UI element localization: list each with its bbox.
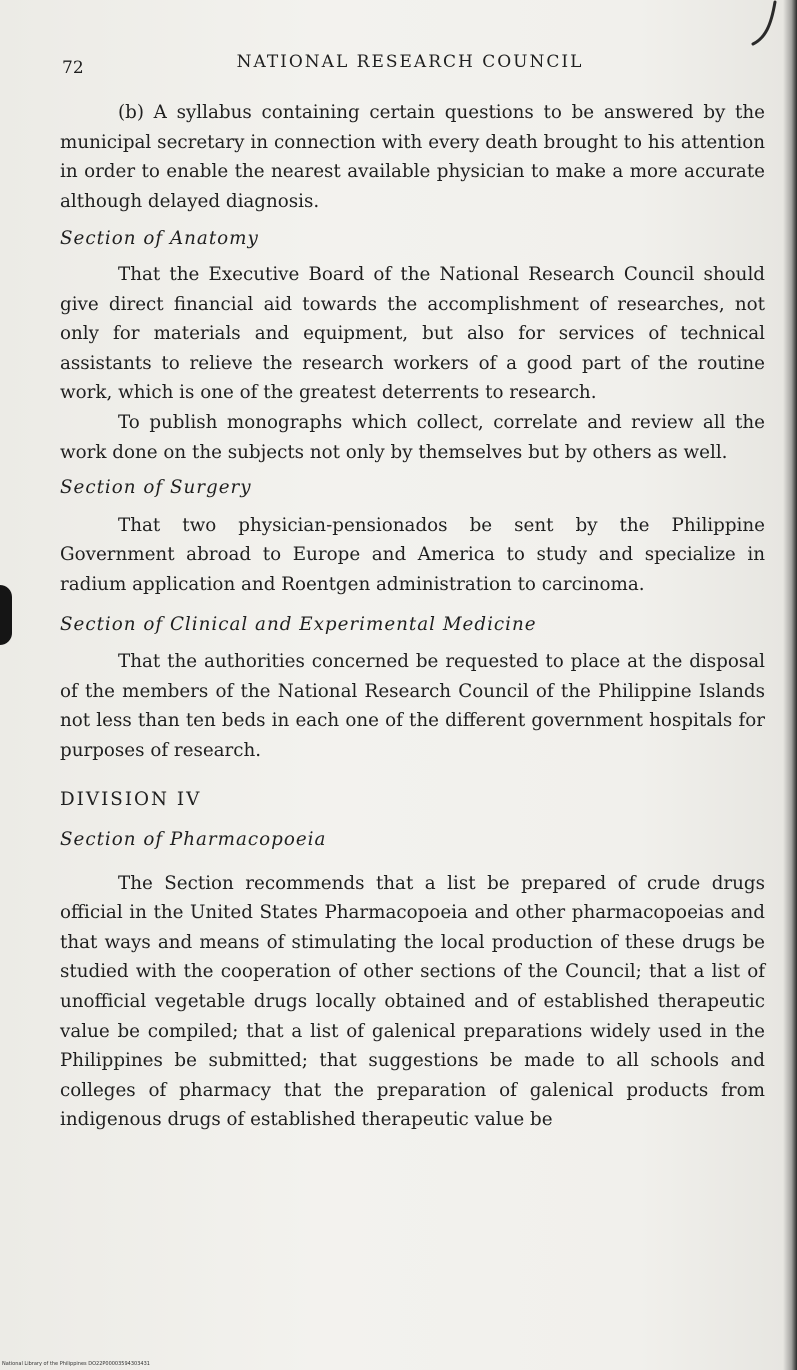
section-heading-anatomy: Section of Anatomy [60,228,259,250]
pencil-mark-icon [749,0,779,50]
division-title: DIVISION IV [60,789,202,811]
page-edge-shadow [783,0,797,1370]
page-number: 72 [62,58,84,78]
paragraph-anatomy-monographs: To publish monographs which collect, correlate and review all the work done on the subjects not only by themselves but by others as well. [60,411,765,463]
scan-footer: National Library of the Philippines DO22P00003594303431 [2,1361,150,1367]
paragraph-surgery: That two physician-pensionados be sent by the Philippine Government abroad to Europe and America to study and specialize in radium application and Roentgen administration to carcinoma. [60,514,765,595]
page-body [60,90,765,1135]
paragraph-syllabus: (b) A syllabus containing certain questions to be answered by the municipal secretary in connection with every death brought to his attention in order to enable the nearest available physician to make a more accurate although delayed diagnosis. [60,102,765,212]
paragraph-clinical: That the authorities concerned be requested to place at the disposal of the members of the National Research Council of the Philippine Islands not less than ten beds in each one of the different government hospitals for purposes of research. [60,651,765,761]
paragraph-pharmacopoeia: The Section recommends that a list be prepared of crude drugs official in the United States Pharmacopoeia and other pharmacopoeias and that ways and means of stimulating the local production of these drugs be studied with the cooperation of other sections of the Council; that a list of unofficial vegetable drugs locally obtained and of established therapeutic value be compiled; that a list of galenical preparations widely used in the Philippines be submitted; that suggestions be made to all schools and colleges of pharmacy that the preparation of galenical products from indigenous drugs of established therapeutic value be [60,872,765,1131]
section-heading-surgery: Section of Surgery [60,477,252,499]
binding-mark [0,585,12,645]
paragraph-anatomy-board: That the Executive Board of the National Research Council should give direct financial aid towards the accomplishment of researches, not only for materials and equipment, but also for services of technical assistants to relieve the research workers of a good part of the routine work, which is one of the greatest deterrents to research. [60,263,765,404]
section-heading-pharmacopoeia: Section of Pharmacopoeia [60,829,327,851]
running-head: NATIONAL RESEARCH COUNCIL [236,52,584,72]
section-heading-clinical: Section of Clinical and Experimental Medicine [60,613,537,635]
